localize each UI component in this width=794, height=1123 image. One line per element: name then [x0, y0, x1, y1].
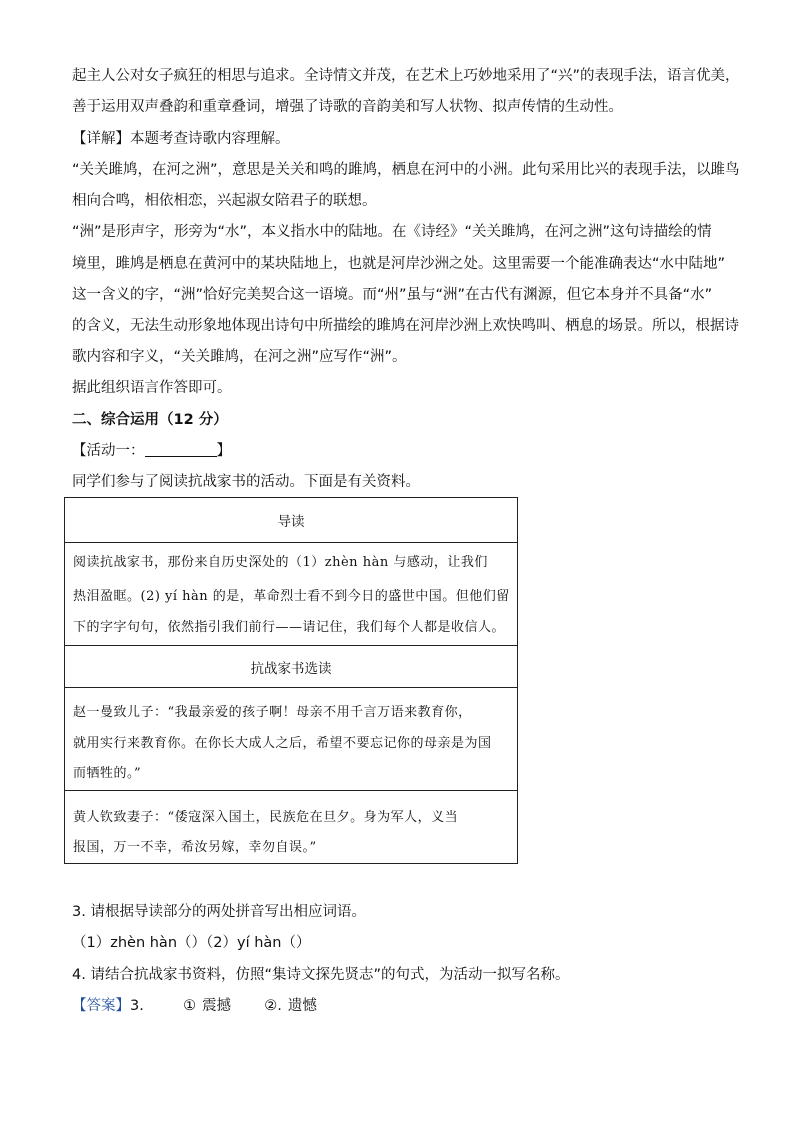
- question-3: 3. 请根据导读部分的两处拼音写出相应词语。: [72, 904, 366, 920]
- detail-tag: 【详解】: [72, 131, 130, 147]
- analysis-line-6: “洲”是形声字，形旁为“水”，本义指水中的陆地。在《诗经》“关关雎鸠，在河之洲”这句诗描绘的情: [72, 224, 712, 240]
- analysis-line-10: 歌内容和字义，“关关雎鸠，在河之洲”应写作“洲”。: [72, 349, 407, 365]
- activity-blank: [145, 442, 217, 457]
- letter2-line-1: 黄人钦致妻子：“倭寇深入国土，民族危在旦夕。身为军人，义当: [73, 810, 459, 825]
- answer-2: 遗憾: [287, 998, 317, 1014]
- answer-2-mark: ②.: [264, 998, 282, 1014]
- detail-text: 本题考查诗歌内容理解。: [130, 131, 290, 147]
- question-3-blanks: （1）zhèn hàn（）（2）yí hàn（）: [72, 935, 311, 951]
- table-divider: [65, 542, 517, 543]
- answer-line: [72, 996, 317, 1016]
- question-4: 4. 请结合抗战家书资料，仿照“集诗文探先贤志”的句式，为活动一拟写名称。: [72, 967, 570, 983]
- letter2-line-2: 报国，万一不幸，希汝另嫁，幸勿自误。”: [73, 840, 317, 855]
- activity-close: 】: [216, 443, 231, 459]
- answer-1-mark: ①: [183, 998, 197, 1014]
- analysis-line-5: 相向合鸣，相依相恋，兴起淑女陪君子的联想。: [72, 193, 377, 209]
- letters-title: 抗战家书选读: [250, 661, 332, 677]
- answer-number: 3.: [130, 998, 144, 1014]
- table-divider: [65, 645, 517, 646]
- table-divider: [65, 687, 517, 688]
- guide-line-1: 阅读抗战家书，那份来自历史深处的（1）zhèn hàn 与感动，让我们: [73, 555, 488, 570]
- guide-title: 导读: [277, 514, 305, 530]
- activity-line: [72, 441, 231, 461]
- letter1-line-2: 就用实行来教育你。在你长大成人之后，希望不要忘记你的母亲是为国: [73, 736, 492, 751]
- letter1-line-3: 而牺牲的。”: [73, 766, 142, 781]
- analysis-line-9: 的含义，无法生动形象地体现出诗句中所描绘的雎鸠在河岸沙洲上欢快鸣叫、栖息的场景。所以，根据诗: [72, 318, 739, 334]
- analysis-line-8: 这一含义的字，“洲”恰好完美契合这一语境。而“州”虽与“洲”在古代有渊源，但它本身并不具备“水”: [72, 287, 713, 303]
- analysis-line-11: 据此组织语言作答即可。: [72, 380, 232, 396]
- guide-line-2: 热泪盈眶。(2) yí hàn 的是，革命烈士看不到今日的盛世中国。但他们留: [73, 589, 510, 604]
- letter1-line-1: 赵一曼致儿子：“我最亲爱的孩子啊！母亲不用千言万语来教育你，: [73, 705, 472, 720]
- intro-line: 同学们参与了阅读抗战家书的活动。下面是有关资料。: [72, 474, 420, 490]
- answer-1: 震撼: [202, 998, 232, 1014]
- analysis-line-7: 境里，雎鸠是栖息在黄河中的某块陆地上，也就是河岸沙洲之处。这里需要一个能准确表达“水中陆地”: [72, 256, 726, 272]
- activity-open: 【活动一：: [72, 443, 145, 459]
- section-title: 二、综合运用（12 分）: [72, 412, 228, 428]
- guide-line-3: 下的字字句句，依然指引我们前行——请记住，我们每个人都是收信人。: [73, 620, 506, 635]
- analysis-line-1: 起主人公对女子疯狂的相思与追求。全诗情文并茂，在艺术上巧妙地采用了“兴”的表现手法，语言优美，: [72, 68, 740, 84]
- detail-line: [72, 129, 290, 149]
- analysis-line-4: “关关雎鸠，在河之洲”，意思是关关和鸣的雎鸠，栖息在河中的小洲。此句采用比兴的表现手法，以雎鸟: [72, 162, 740, 178]
- analysis-line-2: 善于运用双声叠韵和重章叠词，增强了诗歌的音韵美和写人状物、拟声传情的生动性。: [72, 99, 623, 115]
- materials-table: [64, 497, 518, 864]
- table-divider: [65, 790, 517, 791]
- answer-tag: 【答案】: [72, 998, 130, 1014]
